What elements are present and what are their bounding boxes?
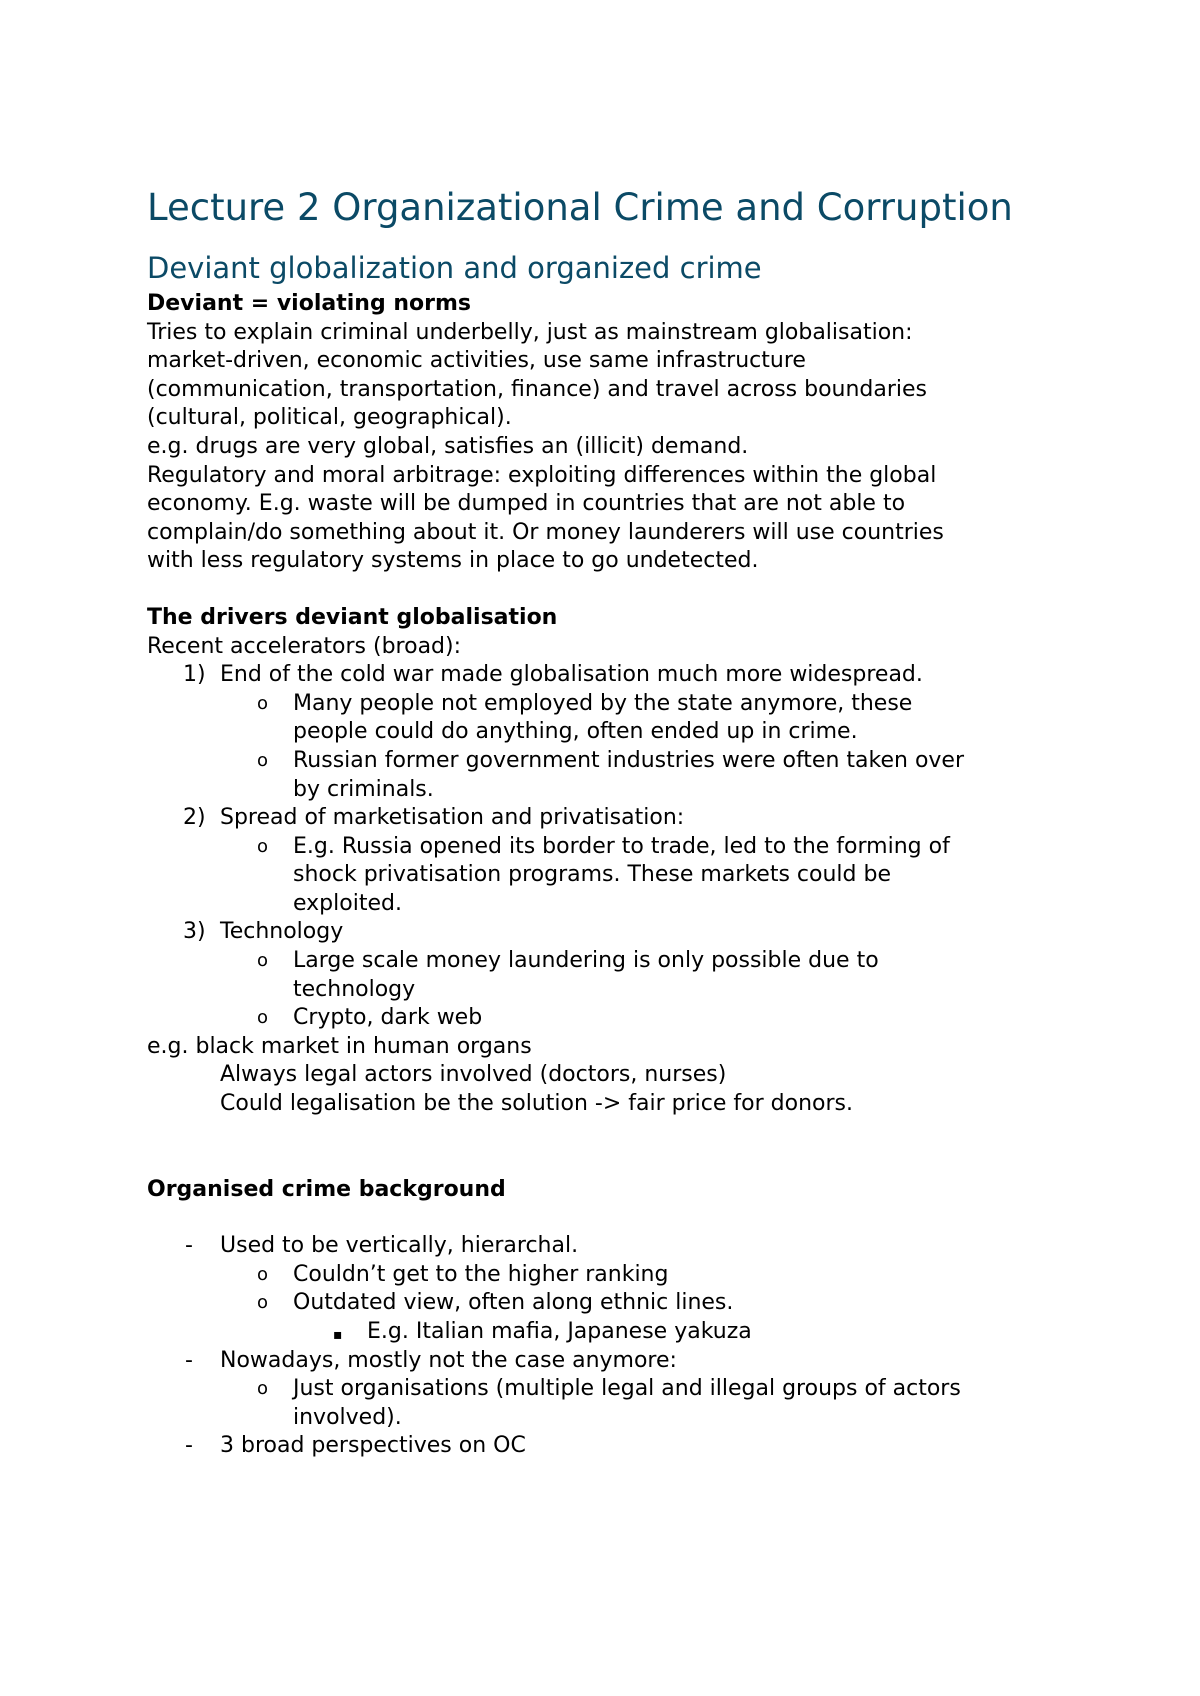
list-item-text: Technology: [220, 919, 344, 945]
square-bullet-icon: ▪: [333, 1327, 343, 1343]
paragraph-line: Regulatory and moral arbitrage: exploiting differences within the global: [147, 462, 937, 488]
list-item-text: Outdated view, often along ethnic lines.: [293, 1290, 734, 1316]
list-item-text: E.g. Italian mafia, Japanese yakuza: [367, 1319, 752, 1344]
paragraph-line: market-driven, economic activities, use same infrastructure: [147, 348, 806, 374]
circle-bullet-icon: o: [257, 749, 269, 771]
circle-bullet-icon: o: [257, 692, 269, 714]
list-item-text: Spread of marketisation and privatisation:: [220, 805, 685, 831]
list-item-text: shock privatisation programs. These markets could be: [293, 862, 891, 888]
list-item-text: technology: [293, 976, 416, 1002]
list-number: 3): [183, 919, 206, 945]
dash-item: [147, 1232, 1067, 1261]
circle-bullet-icon: o: [257, 1378, 269, 1400]
paragraph-line: Tries to explain criminal underbelly, just as mainstream globalisation:: [147, 319, 913, 345]
circle-bullet-icon: o: [257, 1263, 269, 1285]
dash-bullet-icon: -: [185, 1433, 193, 1459]
paragraph-line: complain/do something about it. Or money launderers will use countries: [147, 519, 944, 545]
circle-bullet-icon: o: [257, 950, 269, 972]
circle-bullet-icon: o: [257, 835, 269, 857]
list-item-text: Used to be vertically, hierarchal.: [220, 1233, 579, 1259]
list-item-text: Many people not employed by the state anymore, these: [293, 690, 913, 716]
dash-item: [147, 1347, 1067, 1376]
list-item-text: Just organisations (multiple legal and illegal groups of actors: [293, 1376, 961, 1402]
sub-item: [147, 1004, 1067, 1033]
dash-bullet-icon: -: [185, 1233, 193, 1259]
paragraph-line: (cultural, political, geographical).: [147, 405, 512, 431]
list-item-text: exploited.: [293, 890, 402, 916]
dash-bullet-icon: -: [185, 1347, 193, 1373]
sub-item: [147, 1289, 1067, 1318]
list-item-text: E.g. Russia opened its border to trade, led to the forming of: [293, 833, 950, 859]
example-detail: Always legal actors involved (doctors, nurses): [220, 1062, 727, 1088]
list-item-text: Large scale money laundering is only possible due to: [293, 948, 879, 974]
paragraph-line: e.g. drugs are very global, satisfies an (illicit) demand.: [147, 433, 749, 459]
document-content: [147, 180, 1067, 1461]
section-heading: Deviant globalization and organized crime: [147, 251, 762, 285]
sub-item: [147, 1261, 1067, 1290]
paragraph-line: (communication, transportation, finance) and travel across boundaries: [147, 376, 928, 402]
page-title: Lecture 2 Organizational Crime and Corruption: [147, 186, 1013, 229]
example-line: e.g. black market in human organs: [147, 1033, 532, 1059]
sub-item: [147, 1375, 1067, 1432]
organised-heading: Organised crime background: [147, 1176, 506, 1202]
sub-item: [147, 690, 1067, 747]
list-item-text: Nowadays, mostly not the case anymore:: [220, 1347, 677, 1373]
list-item-text: by criminals.: [293, 776, 434, 802]
drivers-intro: Recent accelerators (broad):: [147, 633, 462, 659]
sub-sub-item: [147, 1318, 1067, 1347]
list-item-text: Russian former government industries were often taken over: [293, 747, 964, 773]
list-item-text: Couldn’t get to the higher ranking: [293, 1261, 669, 1287]
example-detail: Could legalisation be the solution -> fair price for donors.: [220, 1091, 853, 1117]
list-item-text: 3 broad perspectives on OC: [220, 1433, 526, 1459]
drivers-heading: The drivers deviant globalisation: [147, 604, 558, 630]
dash-item: [147, 1432, 1067, 1461]
list-number: 1): [183, 662, 206, 688]
sub-item: [147, 833, 1067, 919]
definition-line: Deviant = violating norms: [147, 291, 471, 316]
list-item-text: people could do anything, often ended up in crime.: [293, 719, 858, 745]
list-number: 2): [183, 805, 206, 831]
numbered-item: [147, 661, 1067, 690]
sub-item: [147, 947, 1067, 1004]
numbered-item: [147, 804, 1067, 833]
paragraph-line: with less regulatory systems in place to go undetected.: [147, 548, 759, 574]
list-item-text: involved).: [293, 1404, 402, 1430]
circle-bullet-icon: o: [257, 1007, 269, 1029]
list-item-text: End of the cold war made globalisation much more widespread.: [220, 662, 923, 688]
numbered-item: [147, 918, 1067, 947]
sub-item: [147, 747, 1067, 804]
circle-bullet-icon: o: [257, 1292, 269, 1314]
paragraph-line: economy. E.g. waste will be dumped in countries that are not able to: [147, 491, 906, 517]
list-item-text: Crypto, dark web: [293, 1005, 483, 1031]
